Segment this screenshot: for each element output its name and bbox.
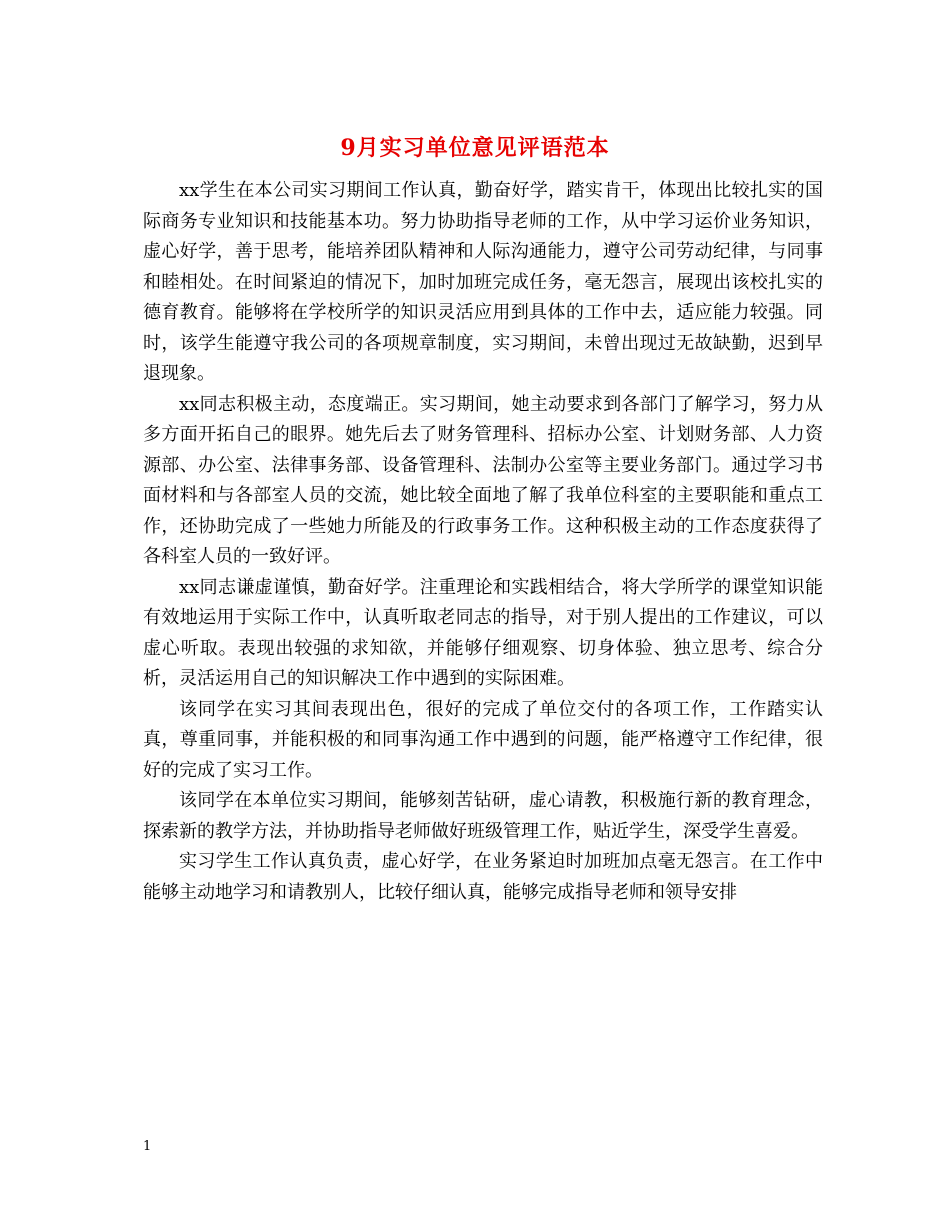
body-paragraph: 该同学在实习其间表现出色，很好的完成了单位交付的各项工作，工作踏实认真，尊重同事，并能积极的和同事沟通工作中遇到的问题，能严格遵守工作纪律，很好的完成了实习工作。: [143, 698, 823, 781]
document-body: [143, 176, 823, 908]
body-paragraph: 该同学在本单位实习期间，能够刻苦钻研，虚心请教，积极施行新的教育理念，探索新的教学方法，并协助指导老师做好班级管理工作，贴近学生，深受学生喜爱。: [143, 790, 823, 842]
body-paragraph: xx同志谦虚谨慎，勤奋好学。注重理论和实践相结合，将大学所学的课堂知识能有效地运用于实际工作中，认真听取老同志的指导，对于别人提出的工作建议，可以虚心听取。表现出较强的求知欲，并能够仔细观察、切身体验、独立思考、综合分析，灵活运用自己的知识解决工作中遇到的实际困难。: [143, 576, 823, 689]
body-paragraph: xx学生在本公司实习期间工作认真，勤奋好学，踏实肯干，体现出比较扎实的国际商务专业知识和技能基本功。努力协助指导老师的工作，从中学习运价业务知识，虚心好学，善于思考，能培养团队精神和人际沟通能力，遵守公司劳动纪律，与同事和睦相处。在时间紧迫的情况下，加时加班完成任务，毫无怨言，展现出该校扎实的德育教育。能够将在学校所学的知识灵活应用到具体的工作中去，适应能力较强。同时，该学生能遵守我公司的各项规章制度，实习期间，未曾出现过无故缺勤，迟到早退现象。: [143, 180, 823, 384]
page-number: 1: [143, 1139, 152, 1154]
document-title: 9月实习单位意见评语范本: [340, 135, 610, 161]
body-paragraph: xx同志积极主动，态度端正。实习期间，她主动要求到各部门了解学习，努力从多方面开拓自己的眼界。她先后去了财务管理科、招标办公室、计划财务部、人力资源部、办公室、法律事务部、设备管理科、法制办公室等主要业务部门。通过学习书面材料和与各部室人员的交流，她比较全面地了解了我单位科室的主要职能和重点工作，还协助完成了一些她力所能及的行政事务工作。这种积极主动的工作态度获得了各科室人员的一致好评。: [143, 393, 823, 567]
body-paragraph: 实习学生工作认真负责，虚心好学，在业务紧迫时加班加点毫无怨言。在工作中能够主动地学习和请教别人，比较仔细认真，能够完成指导老师和领导安排: [143, 851, 823, 903]
